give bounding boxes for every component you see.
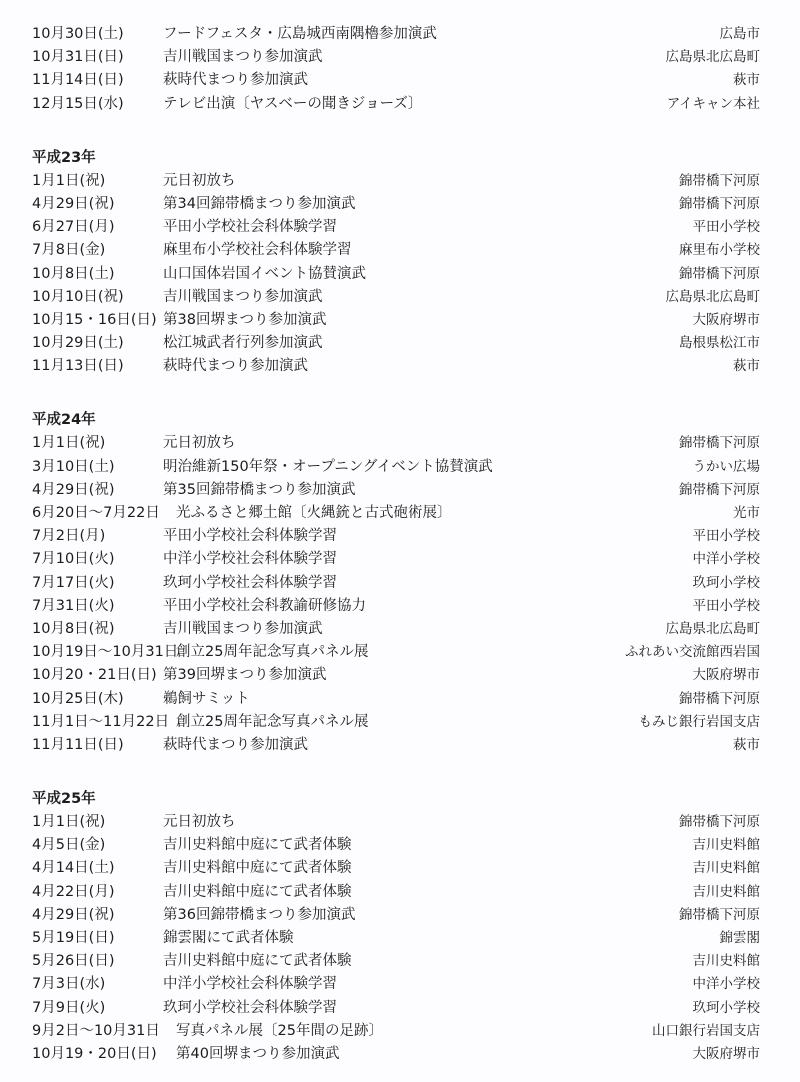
event-title: 平田小学校社会科体験学習 [163,219,337,236]
event-date: 7月2日(月) [32,528,106,545]
event-date: 10月31日(日) [32,49,124,66]
event-title: テレビ出演〔ヤスベーの聞きジョーズ〕 [163,95,423,112]
event-title: 明治維新150年祭・オープニングイベント協賛演武 [163,458,493,475]
event-row [0,432,800,455]
event-place: 吉川史料館 [692,883,760,900]
event-row [0,170,800,193]
event-title: 第40回堺まつり参加演武 [176,1045,340,1062]
event-row [0,904,800,927]
event-title: 萩時代まつり参加演武 [163,72,308,89]
year-heading: 平成23年 [32,149,96,166]
event-title: 平田小学校社会科体験学習 [163,528,337,545]
event-place: 錦帯橋下河原 [679,195,760,212]
event-date: 5月19日(日) [32,930,115,946]
event-place: 平田小学校 [692,219,760,236]
event-place: もみじ銀行岩国支店 [638,713,760,730]
event-row [0,332,800,355]
event-row [0,927,800,950]
event-place: 平田小学校 [692,528,760,545]
event-place: 萩市 [733,736,760,753]
event-title: 吉川史料館中庭にて武者体験 [163,837,352,854]
event-place: 広島県北広島町 [665,620,760,637]
event-row [0,239,800,262]
event-date: 10月8日(祝) [32,620,115,637]
event-place: 錦帯橋下河原 [679,906,760,923]
event-date: 4月22日(月) [32,883,115,900]
event-row [0,93,800,116]
year-heading: 平成25年 [32,791,96,808]
event-place: 島根県松江市 [679,335,760,352]
event-title: 元日初放ち [163,814,236,831]
event-place: 吉川史料館 [692,860,760,877]
event-row [0,834,800,857]
event-date: 10月10日(祝) [32,288,124,305]
event-date: 4月5日(金) [32,837,106,854]
event-row [0,216,800,239]
event-row [0,456,800,479]
section-spacer [0,116,800,146]
event-title: 平田小学校社会科教諭研修協力 [163,597,366,614]
event-title: 写真パネル展〔25年間の足跡〕 [176,1022,383,1039]
event-place: 錦雲閣 [719,930,760,946]
event-date: 12月15日(水) [32,95,124,112]
event-date: 10月29日(土) [32,335,124,352]
event-date: 10月15・16日(日) [32,311,157,328]
event-date: 10月25日(木) [32,690,124,707]
event-date: 4月14日(土) [32,860,115,877]
event-row [0,688,800,711]
event-date: 1月1日(祝) [32,172,106,189]
event-row [0,309,800,332]
event-date: 10月30日(土) [32,26,124,42]
event-row [0,1020,800,1043]
event-title: 第34回錦帯橋まつり参加演武 [163,195,356,212]
event-title: 第39回堺まつり参加演武 [163,667,327,684]
event-row [0,263,800,286]
event-title: 中洋小学校社会科体験学習 [163,551,337,568]
event-place: 麻里布小学校 [679,242,760,259]
event-date: 11月11日(日) [32,736,124,753]
event-place: 広島県北広島町 [665,288,760,305]
event-place: うかい広場 [692,458,760,475]
event-row [0,997,800,1020]
section-spacer [0,378,800,408]
event-date: 1月1日(祝) [32,814,106,831]
event-place: アイキャン本社 [666,95,760,112]
event-row [0,734,800,757]
event-title: 吉川史料館中庭にて武者体験 [163,860,352,877]
event-history-document [0,23,800,1066]
event-title: 玖珂小学校社会科体験学習 [163,574,337,591]
event-place: 錦帯橋下河原 [679,481,760,498]
event-date: 7月10日(火) [32,551,115,568]
event-title: 吉川史料館中庭にて武者体験 [163,883,352,900]
event-date: 4月29日(祝) [32,906,115,923]
event-row [0,595,800,618]
event-place: 広島市 [719,26,760,42]
event-place: 錦帯橋下河原 [679,435,760,452]
event-row [0,811,800,834]
event-title: 山口国体岩国イベント協賛演武 [163,265,366,282]
event-place: 萩市 [733,72,760,89]
event-row [0,502,800,525]
event-row [0,548,800,571]
event-date: 7月9日(火) [32,999,106,1016]
event-row [0,286,800,309]
event-title: 玖珂小学校社会科体験学習 [163,999,337,1016]
event-title: 創立25周年記念写真パネル展 [176,644,369,661]
event-row [0,572,800,595]
event-row [0,881,800,904]
event-title: 吉川戦国まつり参加演武 [163,49,323,66]
event-title: 光ふるさと郷土館〔火縄銃と古式砲術展〕 [176,505,452,521]
event-place: 光市 [733,505,760,521]
event-date: 11月14日(日) [32,72,124,89]
event-title: 鵜飼サミット [163,690,250,707]
event-place: 錦帯橋下河原 [679,172,760,189]
event-date: 10月20・21日(日) [32,667,157,684]
event-row [0,618,800,641]
event-row [0,46,800,69]
event-row [0,1043,800,1066]
event-date: 7月8日(金) [32,242,106,259]
event-row [0,355,800,378]
event-title: 元日初放ち [163,435,236,452]
event-row [0,479,800,502]
event-row [0,711,800,734]
event-date: 3月10日(土) [32,458,115,475]
event-date: 7月31日(火) [32,597,115,614]
event-date: 1月1日(祝) [32,435,106,452]
event-place: 中洋小学校 [692,551,760,568]
event-date: 11月13日(日) [32,358,124,375]
event-title: 松江城武者行列参加演武 [163,335,323,352]
event-place: 吉川史料館 [692,953,760,970]
event-place: 平田小学校 [692,597,760,614]
section-spacer [0,757,800,787]
event-place: 吉川史料館 [692,837,760,854]
event-row [0,857,800,880]
event-date: 6月20日～7月22日 [32,505,160,521]
event-row [0,664,800,687]
event-title: 第36回錦帯橋まつり参加演武 [163,906,356,923]
event-title: 麻里布小学校社会科体験学習 [163,242,352,259]
event-row [0,641,800,664]
event-row [0,69,800,92]
event-place: ふれあい交流館西岩国 [625,644,760,661]
event-title: 元日初放ち [163,172,236,189]
event-place: 大阪府堺市 [692,667,760,684]
event-date: 10月19日～10月31日 [32,644,179,661]
event-place: 錦帯橋下河原 [679,265,760,282]
event-title: 錦雲閣にて武者体験 [163,930,294,946]
event-place: 玖珂小学校 [692,574,760,591]
event-date: 7月17日(火) [32,574,115,591]
event-place: 萩市 [733,358,760,375]
event-row [0,950,800,973]
event-date: 10月19・20日(日) [32,1045,157,1062]
event-place: 山口銀行岩国支店 [652,1022,760,1039]
event-title: 吉川戦国まつり参加演武 [163,620,323,637]
event-date: 4月29日(祝) [32,481,115,498]
event-place: 玖珂小学校 [692,999,760,1016]
event-place: 大阪府堺市 [692,1045,760,1062]
event-title: 第35回錦帯橋まつり参加演武 [163,481,356,498]
event-title: 吉川戦国まつり参加演武 [163,288,323,305]
event-place: 錦帯橋下河原 [679,690,760,707]
event-title: 萩時代まつり参加演武 [163,358,308,375]
event-date: 10月8日(土) [32,265,115,282]
event-place: 錦帯橋下河原 [679,814,760,831]
event-date: 11月1日～11月22日 [32,713,170,730]
year-heading: 平成24年 [32,412,96,429]
event-place: 大阪府堺市 [692,311,760,328]
event-title: フードフェスタ・広島城西南隅櫓参加演武 [163,26,437,42]
event-title: 吉川史料館中庭にて武者体験 [163,953,352,970]
event-date: 4月29日(祝) [32,195,115,212]
event-row [0,525,800,548]
event-row [0,973,800,996]
event-place: 中洋小学校 [692,976,760,993]
event-title: 第38回堺まつり参加演武 [163,311,327,328]
event-date: 9月2日～10月31日 [32,1022,160,1039]
event-date: 5月26日(日) [32,953,115,970]
event-title: 創立25周年記念写真パネル展 [176,713,369,730]
event-row [0,23,800,46]
event-title: 中洋小学校社会科体験学習 [163,976,337,993]
event-date: 6月27日(月) [32,219,115,236]
event-place: 広島県北広島町 [665,49,760,66]
event-date: 7月3日(水) [32,976,106,993]
event-row [0,193,800,216]
event-title: 萩時代まつり参加演武 [163,736,308,753]
